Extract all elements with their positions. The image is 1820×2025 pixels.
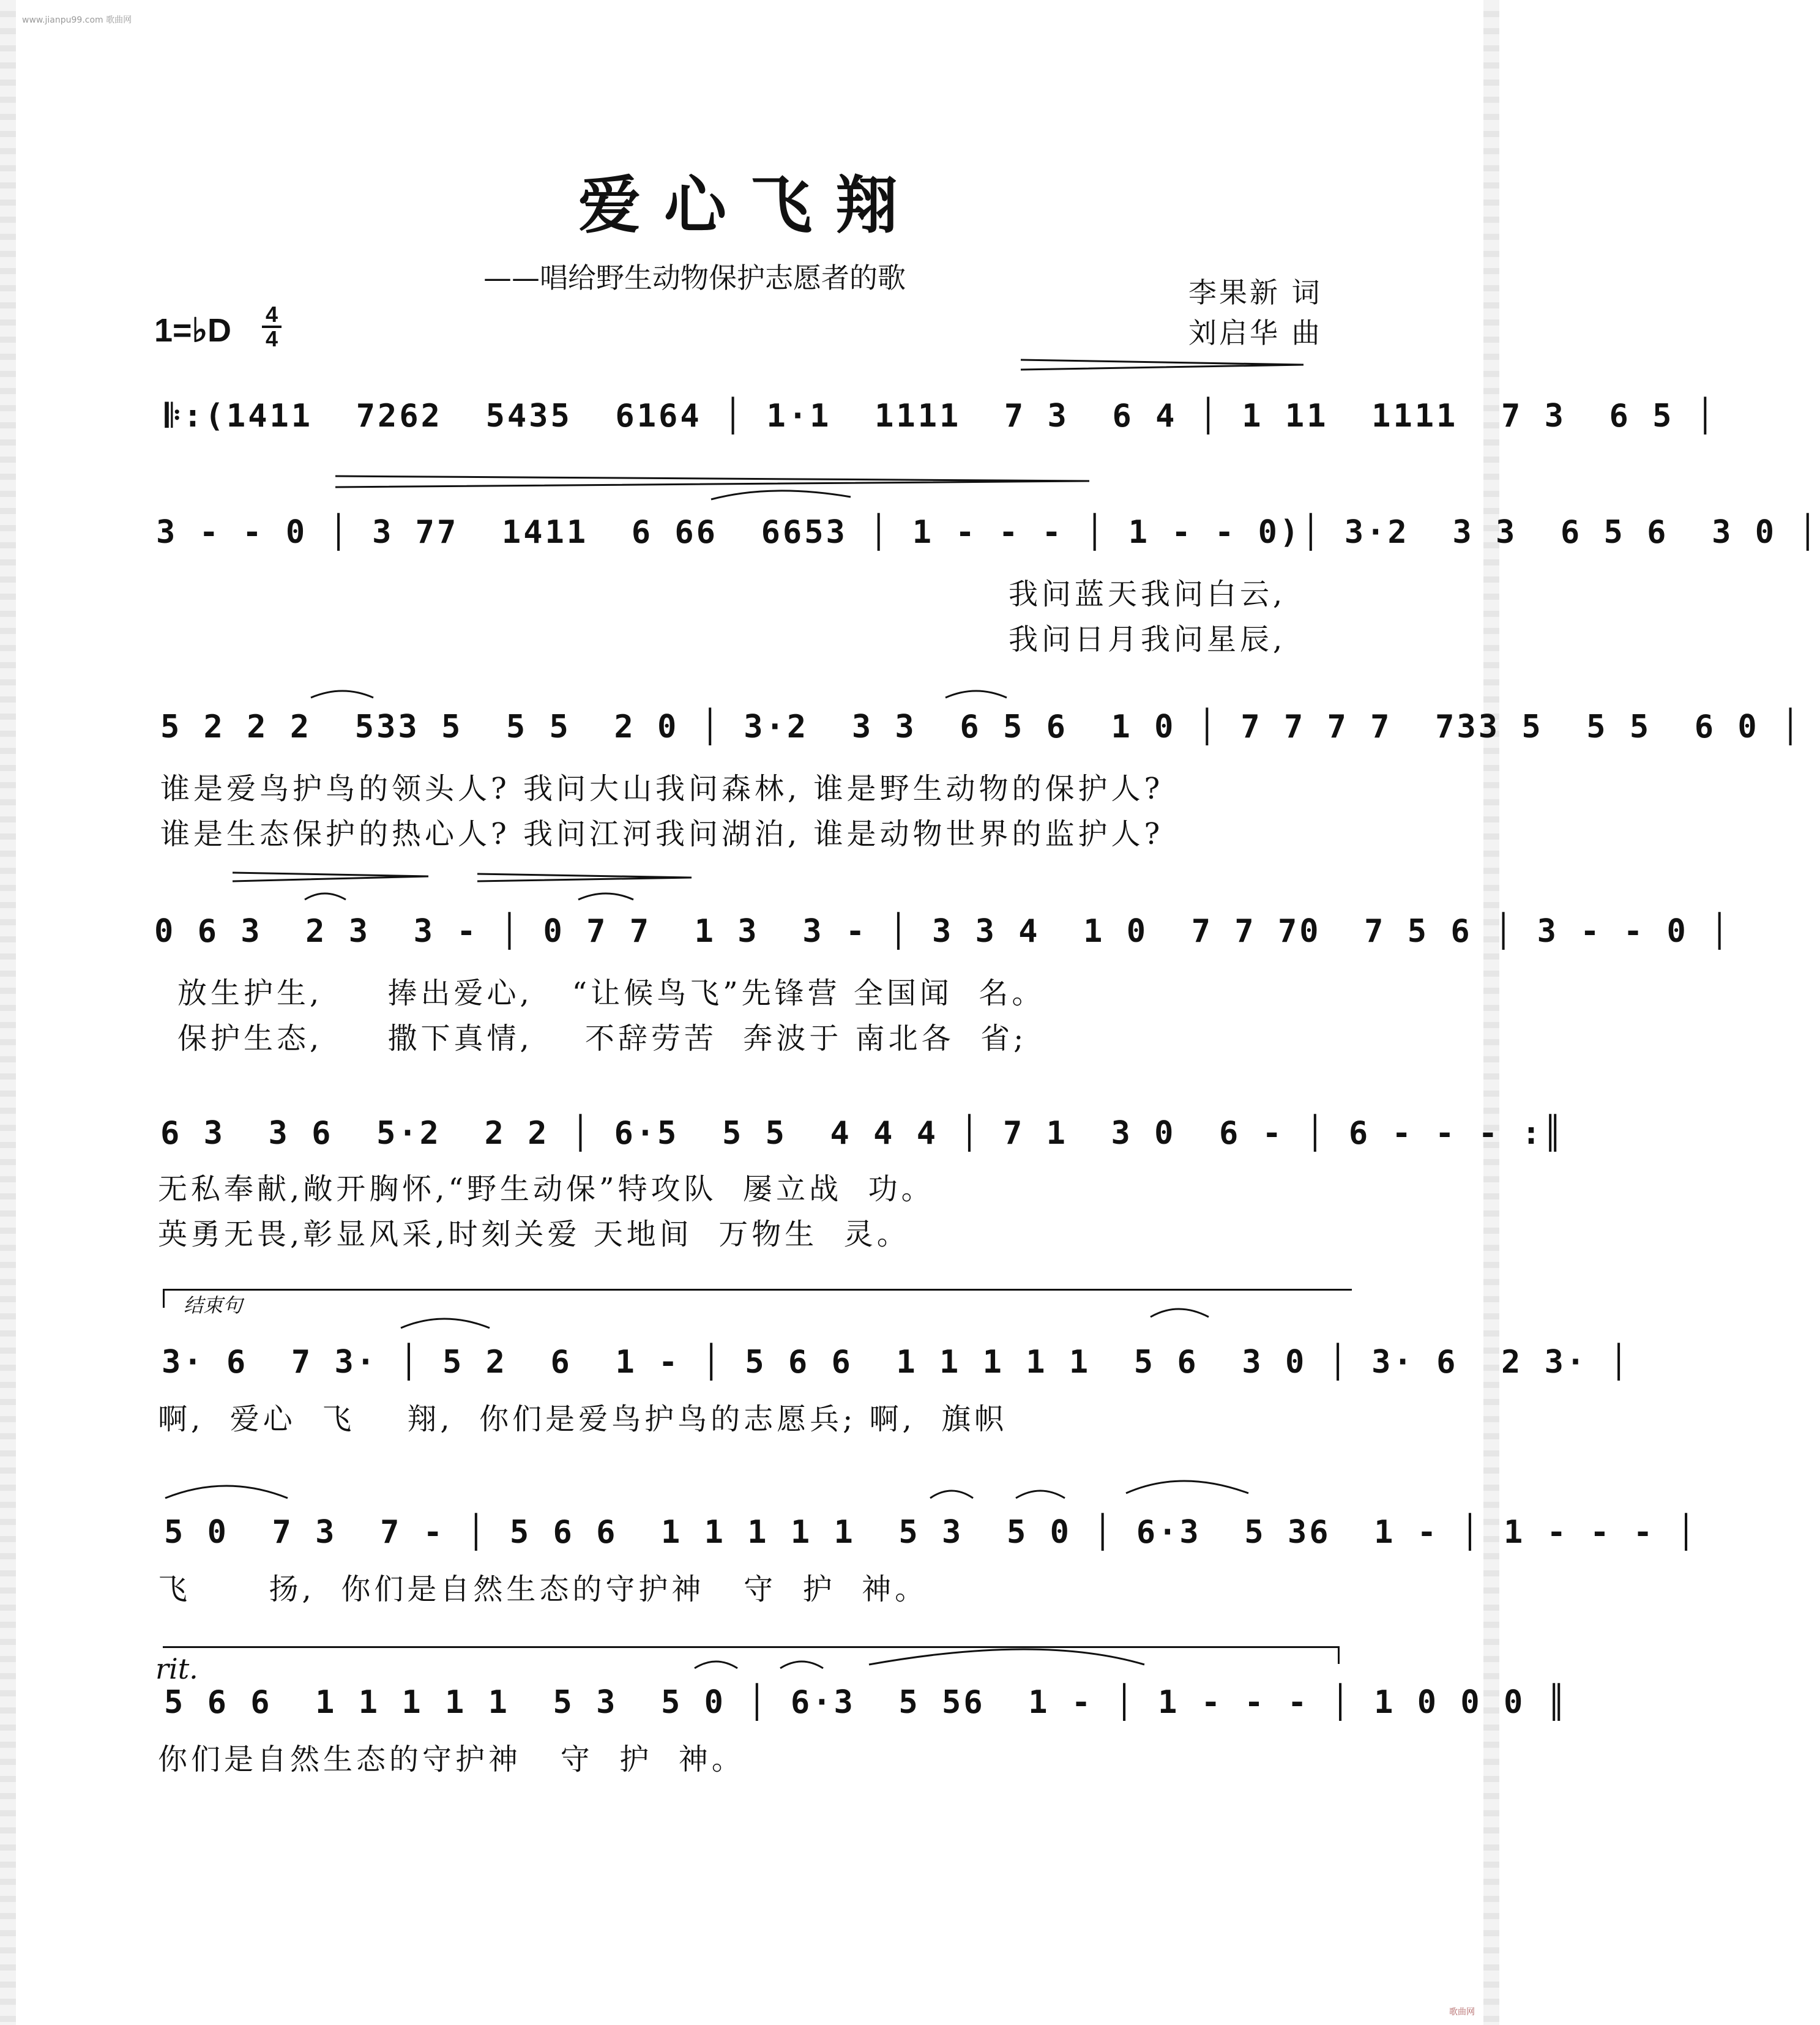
staff-line-4: 0 6 3 2 3 3 - │ 0 7 7 1 3 3 - │ 3 3 4 1 0 7 7 70 7 5 6 │ 3 - - 0 │ [154,913,1732,950]
staff-line-3: 5 2 2 2 533 5 5 5 2 0 │ 3·2 3 3 6 5 6 1 0 │ 7 7 7 7 733 5 5 5 6 0 │ [160,709,1803,745]
lyric-2-verse-1: 我问蓝天我问白云, [1009,577,1286,611]
coda-label: 结束句 [184,1294,243,1317]
tie-staff3-b [945,691,1007,698]
tie-staff7-b [930,1491,973,1498]
lyric-5-verse-2: 英勇无畏,彰显风采,时刻关爱 天地间 万物生 灵。 [158,1217,910,1251]
tie-staff8-b [780,1661,823,1668]
song-title: 爱心飞翔 [578,169,921,242]
tie-staff7-d [1126,1481,1248,1493]
lyric-8: 你们是自然生态的守护神 守 护 神。 [158,1742,745,1777]
tie-staff3-a [311,691,373,698]
staff-line-1: 𝄆:(1411 7262 5435 6164 │ 1·1 1111 7 3 6 4 │ 1 11 1111 7 3 6 5 │ [165,398,1718,434]
lyric-4-verse-1: 放生护生, 捧出爱心, “让候鸟飞”先锋营 全国闻 名。 [177,976,1045,1010]
lyric-2-verse-2: 我问日月我问星辰, [1009,622,1286,657]
lyric-5-verse-1: 无私奉献,敞开胸怀,“野生动保”特攻队 屡立战 功。 [158,1172,934,1206]
staff-line-6: 3· 6 7 3· │ 5 2 6 1 - │ 5 6 6 1 1 1 1 1 5 6 3 0 │ 3· 6 2 3· │ [162,1344,1631,1381]
staff-line-2: 3 - - 0 │ 3 77 1411 6 66 6653 │ 1 - - - │ 1 - - 0)│ 3·2 3 3 6 5 6 3 0 │ [156,514,1820,551]
staff-line-7: 5 0 7 3 7 - │ 5 6 6 1 1 1 1 1 5 3 5 0 │ 6·3 5 36 1 - │ 1 - - - │ [164,1514,1698,1551]
key-signature: 1=♭D [154,312,232,349]
watermark-bottom: 歌曲网 [1449,2007,1475,2017]
composer-credit: 刘启华 曲 [1188,316,1322,349]
tie-staff8-a [695,1661,737,1668]
lyric-7: 飞 扬, 你们是自然生态的守护神 守 护 神。 [158,1572,928,1606]
tie-staff4-a [305,893,346,900]
lyric-6: 啊, 爱心 飞 翔, 你们是爱鸟护鸟的志愿兵; 啊, 旗帜 [158,1402,1008,1436]
lyric-3-verse-2: 谁是生态保护的热心人? 我问江河我问湖泊, 谁是动物世界的监护人? [160,817,1164,851]
lyricist-credit: 李果新 词 [1188,276,1322,309]
hairpin-staff4-b [477,874,692,881]
diminuendo-hairpin-1 [1021,360,1303,370]
hairpin-staff4-a [233,873,428,881]
tie-staff2-a [711,491,851,499]
lyric-4-verse-2: 保护生态, 撒下真情, 不辞劳苦 奔波于 南北各 省; [177,1021,1027,1056]
slur-staff6-b [1151,1309,1209,1317]
time-signature-bottom: 4 [265,326,278,351]
staff-line-5: 6 3 3 6 5·2 2 2 │ 6·5 5 5 4 4 4 │ 7 1 3 0 6 - │ 6 - - - :║ [160,1115,1565,1152]
song-subtitle: ——唱给野生动物保护志愿者的歌 [483,261,906,294]
tie-staff7-c [1016,1491,1065,1498]
slur-staff6-a [401,1319,490,1328]
lyric-3-verse-1: 谁是爱鸟护鸟的领头人? 我问大山我问森林, 谁是野生动物的保护人? [160,772,1164,806]
time-signature-top: 4 [265,302,278,327]
slur-staff8-c [869,1649,1144,1665]
crescendo-hairpin-2 [335,476,1089,487]
slur-staff7-a [165,1486,288,1498]
tie-staff4-b [578,893,633,900]
watermark-top: www.jianpu99.com 歌曲网 [22,15,132,25]
rit-label: rit. [155,1652,198,1685]
staff-line-8: 5 6 6 1 1 1 1 1 5 3 5 0 │ 6·3 5 56 1 - │ 1 - - - │ 1 0 0 0 ║ [164,1684,1568,1721]
